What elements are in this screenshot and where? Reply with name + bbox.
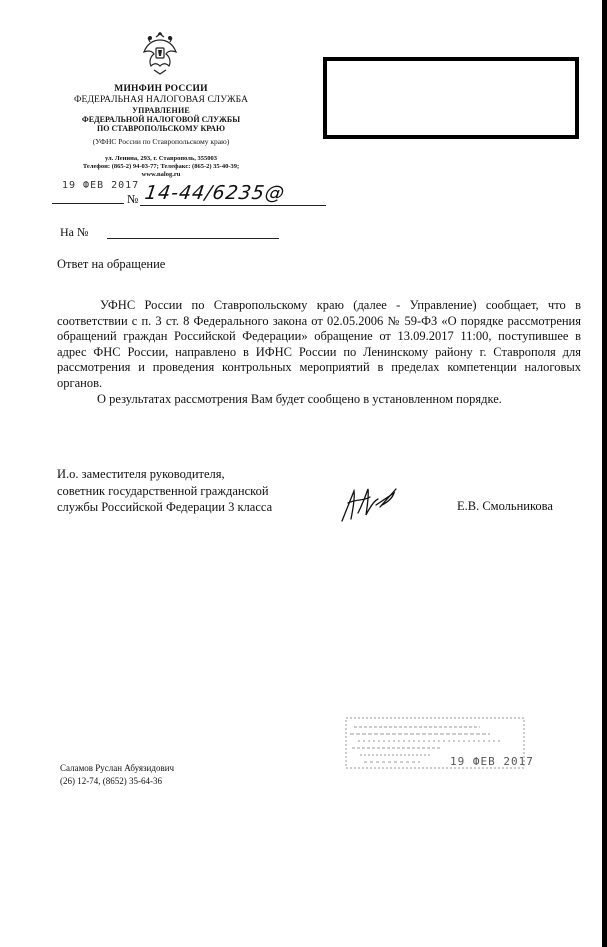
department-phones: Телефон: (865-2) 94-03-77; Телефакс: (865-2) 35-40-39; <box>82 163 240 170</box>
body-paragraph-2: О результатах рассмотрения Вам будет сообщено в установленном порядке. <box>97 391 502 406</box>
position-line-3: службы Российской Федерации 3 класса <box>57 500 273 514</box>
letter-subject: Ответ на обращение <box>57 257 166 271</box>
department-short-name: (УФНС России по Ставропольскому краю) <box>92 137 230 146</box>
number-sign: № <box>127 192 139 206</box>
department-address: ул. Ленина, 293, г. Ставрополь, 355003 <box>104 155 218 162</box>
reference-label: На № <box>60 225 89 239</box>
signatory-position <box>57 466 272 516</box>
position-line-2: советник государственной гражданской <box>57 483 269 498</box>
department-line-1: УПРАВЛЕНИЕ <box>132 106 190 115</box>
body-paragraph-1: УФНС России по Ставропольскому краю (далее - Управление) сообщает, что в соответствии с п. 3 ст. 8 Федерального закона от 02.05.2006 № 59-ФЗ «О порядке рассмотрения обращений граждан Российской Федерации» обращение от 13.09.2017 11:00, поступившее в адрес ФНС России, направлено в ИФНС России по Ленинскому району г. Ставрополя для рассмотрения и проведения контрольных мероприятий в пределах компетенции налоговых органов. <box>57 298 581 390</box>
scan-edge <box>602 0 607 947</box>
registration-date-stamp: 19 ФЕВ 2017 <box>62 180 140 191</box>
service-name: ФЕДЕРАЛЬНАЯ НАЛОГОВАЯ СЛУЖБА <box>73 95 249 105</box>
position-line-1: И.о. заместителя руководителя, <box>57 467 225 481</box>
department-line-2: ФЕДЕРАЛЬНОЙ НАЛОГОВОЙ СЛУЖБЫ <box>81 115 241 124</box>
registration-date-line <box>52 203 124 204</box>
letter-body <box>57 298 581 407</box>
stamp-date: 19 ФЕВ 2017 <box>450 755 534 768</box>
registration-number: 14-44/6235@ <box>143 182 287 204</box>
redacted-addressee-box <box>323 57 579 139</box>
executor-phones: (26) 12-74, (8652) 35-64-36 <box>60 776 162 786</box>
ministry-name: МИНФИН РОССИИ <box>114 84 208 94</box>
department-website: www.nalog.ru <box>141 171 181 178</box>
executor-name: Саламов Руслан Абуязидович <box>60 763 175 773</box>
executor-info <box>60 762 174 788</box>
handwritten-signature <box>336 483 404 527</box>
coat-of-arms-icon <box>141 32 179 76</box>
registration-number-line <box>140 205 326 206</box>
department-line-3: ПО СТАВРОПОЛЬСКОМУ КРАЮ <box>97 124 225 133</box>
reference-line <box>107 238 279 239</box>
signatory-name: Е.В. Смольникова <box>457 499 553 513</box>
